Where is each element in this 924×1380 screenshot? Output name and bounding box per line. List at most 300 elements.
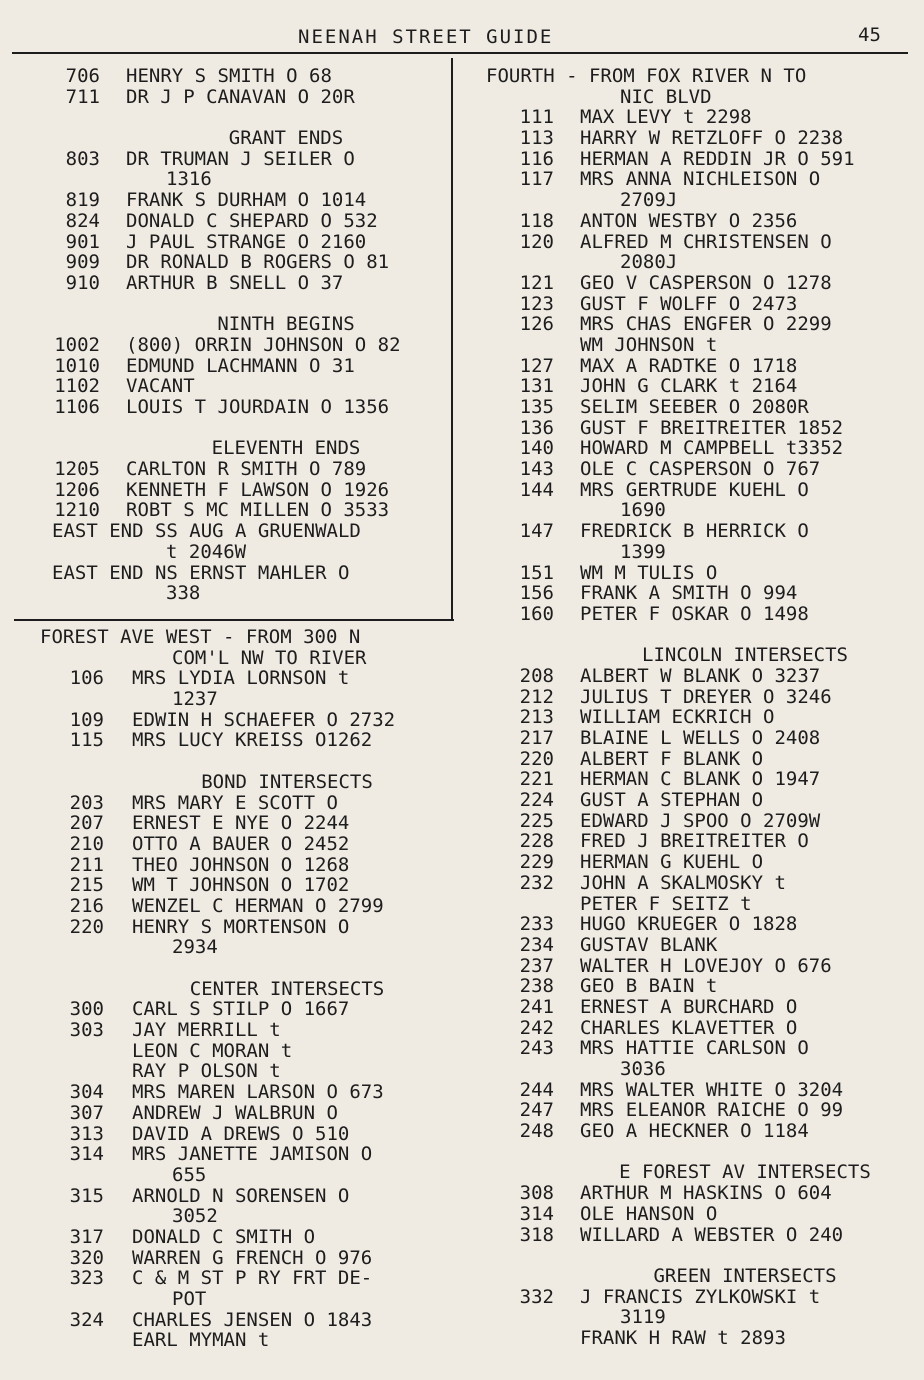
listing-line [460, 1038, 920, 1059]
listing-line [0, 252, 450, 273]
house-number: 303 [69, 1019, 104, 1042]
resident-entry: JAY MERRILL t [132, 1019, 281, 1042]
house-number: 248 [519, 1120, 554, 1143]
house-number: 143 [519, 458, 554, 481]
resident-entry: VACANT [126, 375, 195, 398]
listing-line [460, 500, 920, 521]
listing-line [0, 521, 450, 542]
resident-entry: HERMAN C BLANK O 1947 [580, 768, 821, 791]
resident-entry: 655 [172, 1163, 207, 1186]
resident-entry: FRANK S DURHAM O 1014 [126, 189, 367, 212]
listing-line [460, 418, 920, 439]
listing-line [0, 335, 450, 356]
listing-line [460, 563, 920, 584]
intersection-heading: E FOREST AV INTERSECTS [619, 1161, 871, 1184]
listing-line [460, 1059, 920, 1080]
resident-entry: GEO B BAIN t [580, 975, 718, 998]
listing-line [460, 976, 920, 997]
listing-line [0, 128, 450, 149]
resident-entry: WM T JOHNSON O 1702 [132, 874, 350, 897]
house-number: 123 [519, 292, 554, 315]
street-heading: FOREST AVE WEST - FROM 300 N [40, 626, 361, 648]
listing-line [460, 956, 920, 977]
intersection-heading: CENTER INTERSECTS [189, 977, 385, 1000]
resident-entry: EARL MYMAN t [132, 1329, 270, 1352]
resident-entry: ROBT S MC MILLEN O 3533 [126, 499, 390, 522]
resident-entry: DONALD C SMITH O [132, 1225, 316, 1248]
listing-line [0, 1041, 450, 1062]
house-number: 1102 [54, 375, 100, 398]
listing-line [460, 935, 920, 956]
resident-entry: MRS LYDIA LORNSON t [132, 667, 350, 690]
listing-line [460, 852, 920, 873]
resident-entry: J FRANCIS ZYLKOWSKI t [580, 1285, 821, 1308]
house-number: 1010 [54, 354, 100, 377]
house-number: 221 [519, 768, 554, 791]
listing-line [460, 1183, 920, 1204]
resident-entry: (800) ORRIN JOHNSON O 82 [126, 333, 401, 356]
page-header [0, 22, 924, 52]
house-number: 824 [65, 209, 100, 232]
resident-entry: HARRY W RETZLOFF O 2238 [580, 127, 844, 150]
resident-entry: CARL S STILP O 1667 [132, 998, 350, 1021]
resident-entry: GUSTAV BLANK [580, 933, 718, 956]
resident-entry: GUST F BREITREITER 1852 [580, 416, 844, 439]
house-number: 118 [519, 209, 554, 232]
listing-line [0, 1206, 450, 1227]
house-number: 1210 [54, 499, 100, 522]
listing-line [460, 728, 920, 749]
listing-line [460, 314, 920, 335]
street-heading: FOURTH - FROM FOX RIVER N TO [486, 65, 807, 87]
house-number: 241 [519, 995, 554, 1018]
house-number: 300 [69, 998, 104, 1021]
listing-line [460, 1225, 920, 1246]
house-number: 225 [519, 809, 554, 832]
house-number: 324 [69, 1308, 104, 1331]
resident-entry: FRED J BREITREITER O [580, 830, 809, 853]
resident-entry: WALTER H LOVEJOY O 676 [580, 954, 832, 977]
house-number: 910 [65, 271, 100, 294]
resident-entry: MRS WALTER WHITE O 3204 [580, 1078, 844, 1101]
listing-line [0, 813, 450, 834]
listing-line [460, 645, 920, 666]
listing-line [0, 149, 450, 170]
listing-line [0, 1124, 450, 1145]
resident-entry: 3036 [620, 1058, 666, 1080]
listing-line [0, 772, 450, 793]
listing-line [0, 834, 450, 855]
resident-entry: CHARLES JENSEN O 1843 [132, 1308, 373, 1331]
house-number: 156 [519, 582, 554, 605]
house-number: 317 [69, 1225, 104, 1248]
resident-entry: 1316 [166, 168, 212, 191]
resident-entry: J PAUL STRANGE O 2160 [126, 230, 367, 253]
resident-entry: EDWIN H SCHAEFER O 2732 [132, 708, 396, 731]
intersection-heading: LINCOLN INTERSECTS [642, 644, 848, 667]
listing-line [460, 397, 920, 418]
house-number: 220 [69, 915, 104, 938]
house-number: 160 [519, 602, 554, 625]
listing-line [0, 583, 450, 604]
resident-entry: KENNETH F LAWSON O 1926 [126, 478, 390, 501]
listing-line [0, 376, 450, 397]
listing-line [460, 749, 920, 770]
listing-line [460, 1245, 920, 1266]
house-number: 224 [519, 789, 554, 812]
house-number: 212 [519, 685, 554, 708]
listing-line [0, 793, 450, 814]
house-number: 1106 [54, 396, 100, 418]
house-number: 1206 [54, 478, 100, 501]
listing-line [460, 1307, 920, 1328]
resident-entry: HERMAN G KUEHL O [580, 851, 764, 874]
listing-line [460, 521, 920, 542]
house-number: 323 [69, 1267, 104, 1290]
resident-entry: NIC BLVD [620, 85, 712, 108]
listing-line [0, 500, 450, 521]
header-rule [12, 52, 908, 54]
resident-entry: OLE C CASPERSON O 767 [580, 458, 821, 481]
resident-entry: MRS MAREN LARSON O 673 [132, 1081, 384, 1104]
listing-line [460, 232, 920, 253]
house-number: 106 [69, 667, 104, 690]
listing-line [460, 376, 920, 397]
listing-line [460, 1328, 920, 1349]
house-number: 332 [519, 1285, 554, 1308]
house-number: 313 [69, 1122, 104, 1145]
listing-line [0, 480, 450, 501]
resident-entry: JULIUS T DREYER O 3246 [580, 685, 832, 708]
house-number: 211 [69, 853, 104, 876]
resident-entry: CHARLES KLAVETTER O [580, 1016, 798, 1039]
listing-line [0, 730, 450, 751]
house-number: 1205 [54, 458, 100, 481]
listing-line [0, 294, 450, 315]
listing-line [0, 87, 450, 108]
listing-line [0, 169, 450, 190]
house-number: 126 [519, 313, 554, 336]
listing-line [0, 1186, 450, 1207]
listing-line [0, 397, 450, 418]
resident-entry: HOWARD M CAMPBELL t3352 [580, 437, 844, 460]
listing-line [460, 480, 920, 501]
listing-line [0, 1310, 450, 1331]
listing-line [0, 958, 450, 979]
house-number: 115 [69, 729, 104, 752]
listing-line [0, 542, 450, 563]
resident-entry: DR J P CANAVAN O 20R [126, 85, 355, 108]
house-number: 147 [519, 520, 554, 543]
listing-line [0, 999, 450, 1020]
resident-entry: OTTO A BAUER O 2452 [132, 832, 350, 855]
listing-line [0, 1227, 450, 1248]
intersection-heading: GRANT ENDS [228, 127, 344, 150]
listing-line [0, 459, 450, 480]
house-number: 711 [65, 85, 100, 108]
listing-line [0, 438, 450, 459]
listing-line [460, 1162, 920, 1183]
house-number: 135 [519, 396, 554, 418]
listing-line [0, 1103, 450, 1124]
listing-line [460, 811, 920, 832]
house-number: 144 [519, 478, 554, 501]
resident-entry: ARTHUR B SNELL O 37 [126, 271, 344, 294]
resident-entry: MRS HATTIE CARLSON O [580, 1037, 809, 1060]
listing-line [0, 627, 450, 648]
listing-line [460, 894, 920, 915]
resident-entry: EDMUND LACHMANN O 31 [126, 354, 355, 377]
house-number: 244 [519, 1078, 554, 1101]
resident-entry: ALBERT W BLANK O 3237 [580, 664, 821, 687]
resident-entry: 1399 [620, 540, 666, 563]
listing-line [0, 232, 450, 253]
house-number: 151 [519, 561, 554, 584]
house-number: 217 [519, 727, 554, 749]
resident-entry: MRS JANETTE JAMISON O [132, 1143, 373, 1166]
resident-entry: JOHN G CLARK t 2164 [580, 375, 798, 398]
listing-line [0, 66, 450, 87]
listing-line [0, 1330, 450, 1351]
resident-entry: 2934 [172, 936, 218, 959]
resident-entry: WARREN G FRENCH O 976 [132, 1246, 373, 1269]
page-number: 45 [858, 24, 881, 46]
house-number: 208 [519, 664, 554, 687]
listing-line [0, 107, 450, 128]
resident-entry: 338 [166, 582, 201, 605]
house-number: 1002 [54, 333, 100, 356]
resident-entry: FRANK H RAW t 2893 [580, 1326, 786, 1349]
listing-line [0, 1289, 450, 1310]
resident-entry: 2080J [620, 251, 678, 274]
resident-entry: MAX A RADTKE O 1718 [580, 354, 798, 377]
house-number: 121 [519, 271, 554, 294]
house-number: 127 [519, 354, 554, 377]
intersection-heading: NINTH BEGINS [217, 313, 355, 336]
house-number: 314 [69, 1143, 104, 1166]
listing-line [460, 1100, 920, 1121]
resident-entry: ANDREW J WALBRUN O [132, 1101, 338, 1124]
resident-entry: HUGO KRUEGER O 1828 [580, 913, 798, 936]
house-number: 901 [65, 230, 100, 253]
resident-entry: MRS LUCY KREISS O1262 [132, 729, 373, 752]
listing-line [0, 356, 450, 377]
listing-line [0, 751, 450, 772]
column-divider [451, 58, 453, 620]
listing-line [460, 1266, 920, 1287]
listing-line [0, 1061, 450, 1082]
resident-entry: WILLIAM ECKRICH O [580, 706, 775, 729]
house-number: 314 [519, 1202, 554, 1225]
listing-line [460, 1018, 920, 1039]
listing-line [460, 873, 920, 894]
resident-entry: 3052 [172, 1205, 218, 1228]
listing-line [460, 790, 920, 811]
resident-entry: BLAINE L WELLS O 2408 [580, 727, 821, 749]
listing-line [0, 190, 450, 211]
house-number: 706 [65, 65, 100, 87]
resident-entry: MRS ANNA NICHLEISON O [580, 168, 821, 191]
listing-line [0, 668, 450, 689]
resident-entry: RAY P OLSON t [132, 1060, 281, 1083]
resident-entry: LEON C MORAN t [132, 1039, 293, 1062]
listing-line [0, 1082, 450, 1103]
house-number: 315 [69, 1184, 104, 1207]
listing-line [460, 914, 920, 935]
listing-line [460, 149, 920, 170]
house-number: 232 [519, 871, 554, 894]
resident-entry: ALFRED M CHRISTENSEN O [580, 230, 832, 253]
resident-entry: HENRY S SMITH O 68 [126, 65, 332, 87]
resident-entry: WENZEL C HERMAN O 2799 [132, 894, 384, 917]
listing-line [0, 314, 450, 335]
house-number: 247 [519, 1099, 554, 1122]
listing-line [0, 1248, 450, 1269]
house-number: 803 [65, 147, 100, 170]
listing-line [0, 979, 450, 1000]
listing-line [460, 128, 920, 149]
resident-entry: HENRY S MORTENSON O [132, 915, 350, 938]
house-number: 116 [519, 147, 554, 170]
resident-entry: WILLARD A WEBSTER O 240 [580, 1223, 844, 1246]
listing-line [460, 583, 920, 604]
listing-line [0, 896, 450, 917]
listing-line [0, 1020, 450, 1041]
resident-entry: 2709J [620, 189, 678, 212]
left-bottom-listing [0, 627, 450, 1351]
listing-line [0, 1165, 450, 1186]
house-number: 109 [69, 708, 104, 731]
house-number: 228 [519, 830, 554, 853]
house-number: 113 [519, 127, 554, 150]
house-number: 233 [519, 913, 554, 936]
resident-entry: MRS CHAS ENGFER O 2299 [580, 313, 832, 336]
resident-entry: PETER F OSKAR O 1498 [580, 602, 809, 625]
intersection-heading: ELEVENTH ENDS [211, 437, 361, 460]
street-heading: EAST END NS ERNST MAHLER O [52, 561, 350, 584]
listing-line [460, 211, 920, 232]
listing-line [460, 107, 920, 128]
house-number: 304 [69, 1081, 104, 1104]
listing-line [460, 687, 920, 708]
resident-entry: MRS GERTRUDE KUEHL O [580, 478, 809, 501]
listing-line [460, 604, 920, 625]
resident-entry: MRS MARY E SCOTT O [132, 791, 338, 814]
resident-entry: DONALD C SHEPARD O 532 [126, 209, 378, 232]
resident-entry: THEO JOHNSON O 1268 [132, 853, 350, 876]
listing-line [0, 689, 450, 710]
resident-entry: HERMAN A REDDIN JR O 591 [580, 147, 855, 170]
house-number: 207 [69, 812, 104, 835]
resident-entry: ERNEST E NYE O 2244 [132, 812, 350, 835]
listing-line [460, 1121, 920, 1142]
house-number: 203 [69, 791, 104, 814]
house-number: 320 [69, 1246, 104, 1269]
resident-entry: 3119 [620, 1306, 666, 1329]
listing-line [460, 1142, 920, 1163]
listing-line [0, 1144, 450, 1165]
resident-entry: MRS ELEANOR RAICHE O 99 [580, 1099, 844, 1122]
listing-line [0, 875, 450, 896]
street-heading: EAST END SS AUG A GRUENWALD [52, 520, 361, 543]
listing-line [0, 563, 450, 584]
house-number: 318 [519, 1223, 554, 1246]
house-number: 237 [519, 954, 554, 977]
resident-entry: ERNEST A BURCHARD O [580, 995, 798, 1018]
listing-line [460, 707, 920, 728]
resident-entry: MAX LEVY t 2298 [580, 106, 752, 129]
house-number: 117 [519, 168, 554, 191]
listing-line [460, 997, 920, 1018]
house-number: 307 [69, 1101, 104, 1124]
resident-entry: 1690 [620, 499, 666, 522]
house-number: 131 [519, 375, 554, 398]
listing-line [460, 769, 920, 790]
resident-entry: ALBERT F BLANK O [580, 747, 764, 770]
resident-entry: t 2046W [166, 540, 247, 563]
resident-entry: DR RONALD B ROGERS O 81 [126, 251, 390, 274]
house-number: 216 [69, 894, 104, 917]
house-number: 242 [519, 1016, 554, 1039]
listing-line [460, 169, 920, 190]
left-top-listing [0, 66, 450, 604]
intersection-heading: BOND INTERSECTS [201, 770, 373, 793]
listing-line [460, 666, 920, 687]
resident-entry: ARNOLD N SORENSEN O [132, 1184, 350, 1207]
listing-line [460, 356, 920, 377]
resident-entry: CARLTON R SMITH O 789 [126, 458, 367, 481]
listing-line [0, 648, 450, 669]
listing-line [460, 542, 920, 563]
listing-line [460, 273, 920, 294]
resident-entry: GUST F WOLFF O 2473 [580, 292, 798, 315]
listing-line [460, 1287, 920, 1308]
resident-entry: WM JOHNSON t [580, 333, 718, 356]
house-number: 210 [69, 832, 104, 855]
listing-line [460, 66, 920, 87]
listing-line [460, 252, 920, 273]
resident-entry: JOHN A SKALMOSKY t [580, 871, 786, 894]
house-number: 909 [65, 251, 100, 274]
house-number: 213 [519, 706, 554, 729]
listing-line [460, 335, 920, 356]
listing-line [0, 273, 450, 294]
resident-entry: GEO A HECKNER O 1184 [580, 1120, 809, 1143]
resident-entry: DAVID A DREWS O 510 [132, 1122, 350, 1145]
resident-entry: LOUIS T JOURDAIN O 1356 [126, 396, 390, 418]
house-number: 819 [65, 189, 100, 212]
resident-entry: GEO V CASPERSON O 1278 [580, 271, 832, 294]
listing-line [0, 917, 450, 938]
listing-line [460, 459, 920, 480]
resident-entry: ANTON WESTBY O 2356 [580, 209, 798, 232]
resident-entry: WM M TULIS O [580, 561, 718, 584]
house-number: 215 [69, 874, 104, 897]
resident-entry: EDWARD J SPOO O 2709W [580, 809, 821, 832]
resident-entry: 1237 [172, 688, 218, 711]
section-rule [14, 619, 454, 621]
house-number: 120 [519, 230, 554, 253]
listing-line [460, 190, 920, 211]
resident-entry: DR TRUMAN J SEILER O [126, 147, 355, 170]
resident-entry: C & M ST P RY FRT DE- [132, 1267, 373, 1290]
house-number: 308 [519, 1182, 554, 1205]
listing-line [460, 1080, 920, 1101]
resident-entry: OLE HANSON O [580, 1202, 718, 1225]
page-title: NEENAH STREET GUIDE [298, 26, 554, 48]
listing-line [0, 855, 450, 876]
house-number: 140 [519, 437, 554, 460]
